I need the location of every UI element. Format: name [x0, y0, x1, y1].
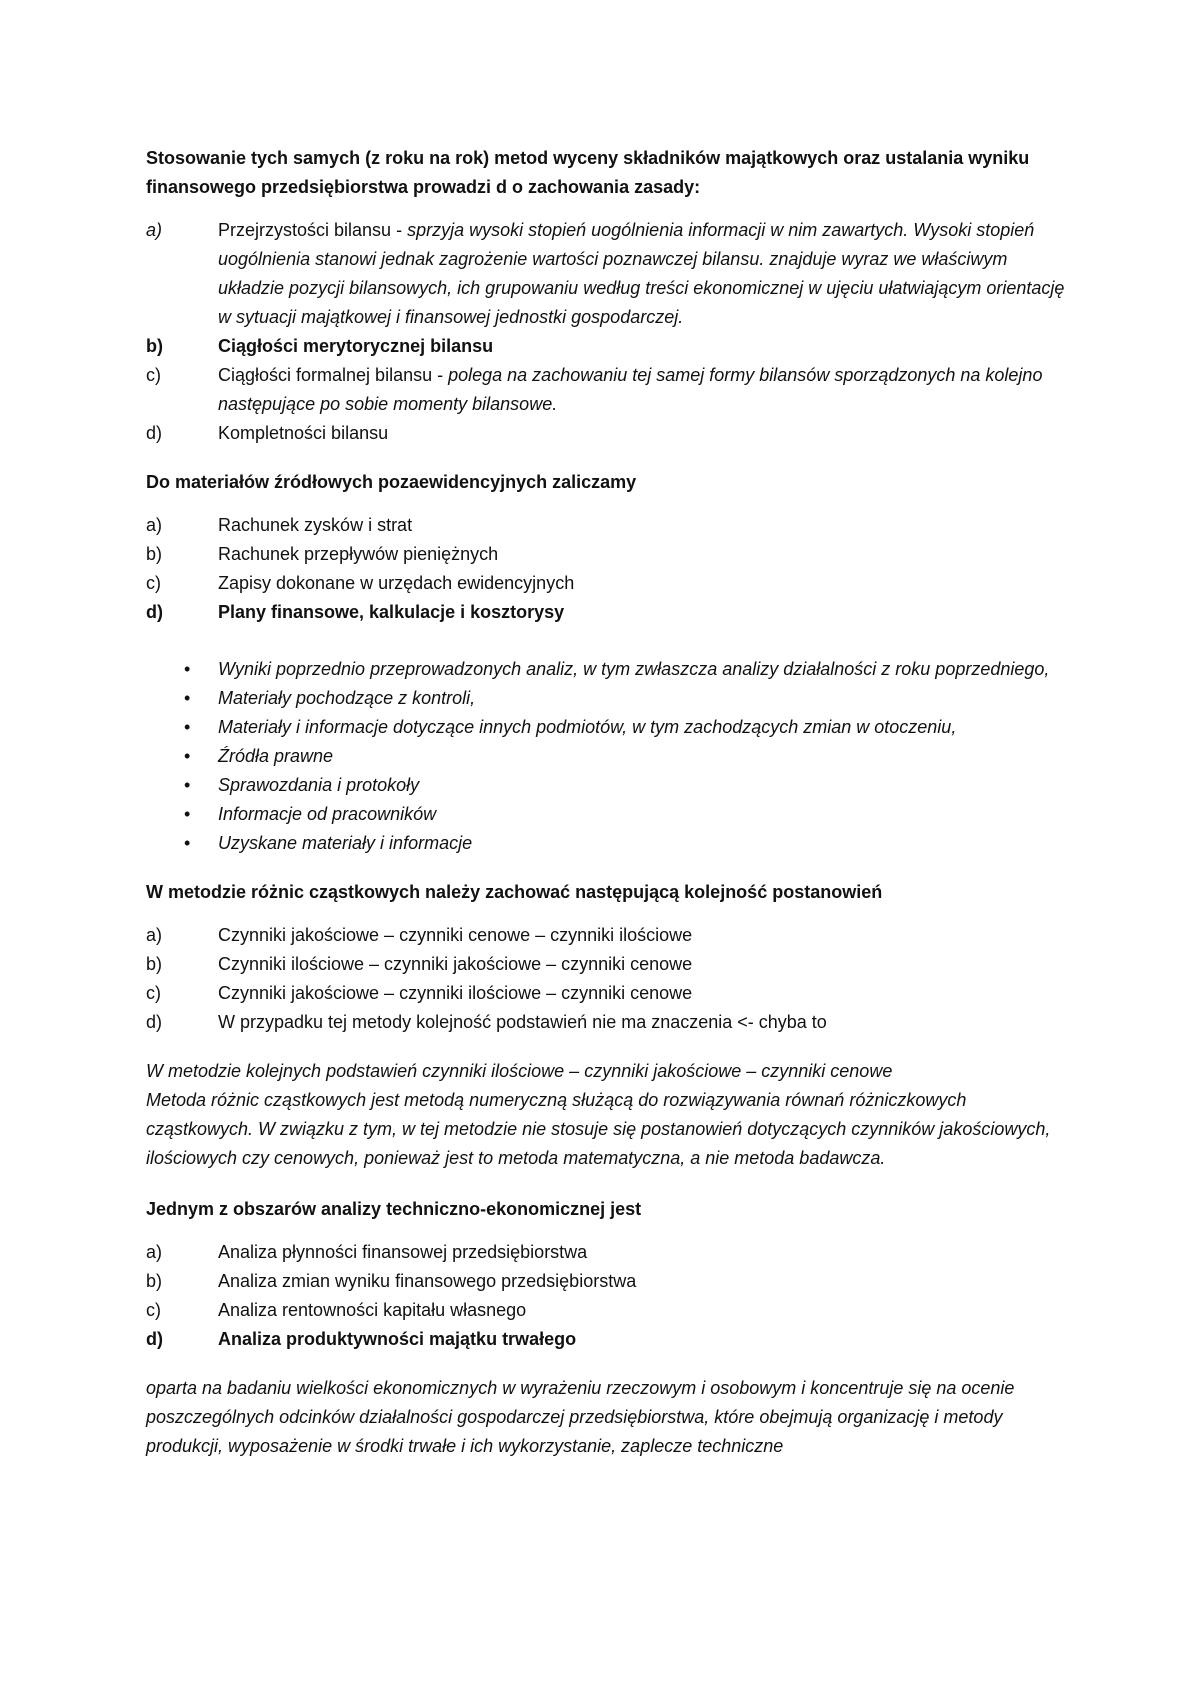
- bullet-icon: •: [184, 746, 191, 766]
- option-letter: a): [146, 220, 163, 240]
- list-item: [146, 1238, 1066, 1267]
- option-letter: d): [146, 602, 163, 622]
- list-item: [146, 742, 1066, 771]
- option-text: Analiza zmian wyniku finansowego przedsiębiorstwa: [218, 1271, 637, 1291]
- bullet-text: Źródła prawne: [218, 746, 334, 766]
- option-note: polega na zachowaniu tej samej formy bilansów sporządzonych na kolejno następujące po sobie momenty bilansowe.: [218, 365, 1043, 414]
- bullet-icon: •: [184, 804, 191, 824]
- list-item: [146, 1267, 1066, 1296]
- option-letter: c): [146, 573, 161, 593]
- option-label: Ciągłości formalnej bilansu: [218, 365, 433, 385]
- option-note: sprzyja wysoki stopień uogólnienia informacji w nim zawartych. Wysoki stopień uogólnienia stanowi jednak zagrożenie wartości poznawczej bilansu. znajduje wyraz we właściwym układzie pozycji bilansowych, ich grupowaniu według treści ekonomicznej w ujęciu ułatwiającym orientację w sytuacji majątkowej i finansowej jednostki gospodarczej.: [218, 220, 1065, 327]
- option-letter: d): [146, 1012, 163, 1032]
- list-item: [146, 713, 1066, 742]
- separator: -: [432, 365, 449, 385]
- comment-line-1: W metodzie kolejnych podstawień czynniki ilościowe – czynniki jakościowe – czynniki cenowe: [146, 1061, 893, 1081]
- comment-line-2: Metoda różnic cząstkowych jest metodą numeryczną służącą do rozwiązywania równań różniczkowych cząstkowych. W związku z tym, w tej metodzie nie stosuje się postanowień dotyczących czynników jakościowych, ilościowych czy cenowych, ponieważ jest to metoda matematyczna, a nie metoda badawcza.: [146, 1090, 1051, 1168]
- list-item: [146, 979, 1066, 1008]
- option-letter: a): [146, 925, 163, 945]
- question-4-comment: oparta na badaniu wielkości ekonomicznych w wyrażeniu rzeczowym i osobowym i koncentruje się na ocenie poszczególnych odcinków działalności gospodarczej przedsiębiorstwa, które obejmują organizację i metody produkcji, wyposażenie w środki trwałe i ich wykorzystanie, zaplecze techniczne: [146, 1378, 1015, 1456]
- list-item: [146, 1325, 1066, 1354]
- list-item: [146, 800, 1066, 829]
- option-text: Czynniki jakościowe – czynniki cenowe – czynniki ilościowe: [218, 925, 693, 945]
- list-item: [146, 1296, 1066, 1325]
- list-item: [146, 684, 1066, 713]
- option-letter: b): [146, 336, 163, 356]
- bullet-icon: •: [184, 833, 191, 853]
- bullet-text: Materiały pochodzące z kontroli,: [218, 688, 476, 708]
- bullet-icon: •: [184, 659, 191, 679]
- bullet-icon: •: [184, 688, 191, 708]
- option-letter: c): [146, 1300, 161, 1320]
- list-item: [146, 655, 1066, 684]
- question-3-title: W metodzie różnic cząstkowych należy zachować następującą kolejność postanowień: [146, 882, 883, 902]
- question-3-comment: [146, 1057, 1066, 1173]
- source-materials-list: [146, 655, 1066, 858]
- option-letter: c): [146, 983, 161, 1003]
- list-item: [146, 921, 1066, 950]
- option-letter: d): [146, 423, 163, 443]
- bullet-text: Informacje od pracowników: [218, 804, 437, 824]
- list-item: [146, 361, 1066, 419]
- list-item: [146, 511, 1066, 540]
- question-1-options: [146, 216, 1066, 448]
- option-text: [218, 216, 1066, 332]
- option-text: Analiza rentowności kapitału własnego: [218, 1300, 527, 1320]
- option-letter: b): [146, 1271, 163, 1291]
- option-text: Ciągłości merytorycznej bilansu: [218, 336, 494, 356]
- option-text: Rachunek przepływów pieniężnych: [218, 544, 499, 564]
- list-item: [146, 540, 1066, 569]
- bullet-text: Materiały i informacje dotyczące innych podmiotów, w tym zachodzących zmian w otoczeniu,: [218, 717, 957, 737]
- list-item: [146, 771, 1066, 800]
- bullet-icon: •: [184, 717, 191, 737]
- question-2-title: Do materiałów źródłowych pozaewidencyjnych zaliczamy: [146, 472, 637, 492]
- option-text: Kompletności bilansu: [218, 423, 389, 443]
- option-text: Analiza produktywności majątku trwałego: [218, 1329, 577, 1349]
- list-item: [146, 950, 1066, 979]
- list-item: [146, 419, 1066, 448]
- list-item: [146, 1008, 1066, 1037]
- option-letter: d): [146, 1329, 163, 1349]
- question-4-title: Jednym z obszarów analizy techniczno-ekonomicznej jest: [146, 1199, 642, 1219]
- option-letter: b): [146, 954, 163, 974]
- bullet-text: Sprawozdania i protokoły: [218, 775, 420, 795]
- list-item: [146, 829, 1066, 858]
- list-item: [146, 569, 1066, 598]
- option-label: Przejrzystości bilansu: [218, 220, 392, 240]
- question-3-options: [146, 921, 1066, 1037]
- option-text: Czynniki ilościowe – czynniki jakościowe – czynniki cenowe: [218, 954, 693, 974]
- list-item: [146, 216, 1066, 332]
- option-text: [218, 361, 1066, 419]
- separator: -: [391, 220, 408, 240]
- option-text: W przypadku tej metody kolejność podstawień nie ma znaczenia <- chyba to: [218, 1012, 827, 1032]
- option-text: Plany finansowe, kalkulacje i kosztorysy: [218, 602, 565, 622]
- option-text: Analiza płynności finansowej przedsiębiorstwa: [218, 1242, 588, 1262]
- option-text: Rachunek zysków i strat: [218, 515, 413, 535]
- question-2-options: [146, 511, 1066, 627]
- option-text: Czynniki jakościowe – czynniki ilościowe – czynniki cenowe: [218, 983, 693, 1003]
- bullet-text: Uzyskane materiały i informacje: [218, 833, 473, 853]
- list-item: [146, 332, 1066, 361]
- option-text: Zapisy dokonane w urzędach ewidencyjnych: [218, 573, 575, 593]
- document-content: [146, 144, 1066, 1483]
- question-1-title: Stosowanie tych samych (z roku na rok) metod wyceny składników majątkowych oraz ustalania wyniku finansowego przedsiębiorstwa prowadzi d o zachowania zasady:: [146, 148, 1030, 197]
- question-4-options: [146, 1238, 1066, 1354]
- option-letter: c): [146, 365, 161, 385]
- bullet-icon: •: [184, 775, 191, 795]
- option-letter: b): [146, 544, 163, 564]
- list-item: [146, 598, 1066, 627]
- bullet-text: Wyniki poprzednio przeprowadzonych analiz, w tym zwłaszcza analizy działalności z roku poprzedniego,: [218, 659, 1050, 679]
- option-letter: a): [146, 515, 163, 535]
- option-letter: a): [146, 1242, 163, 1262]
